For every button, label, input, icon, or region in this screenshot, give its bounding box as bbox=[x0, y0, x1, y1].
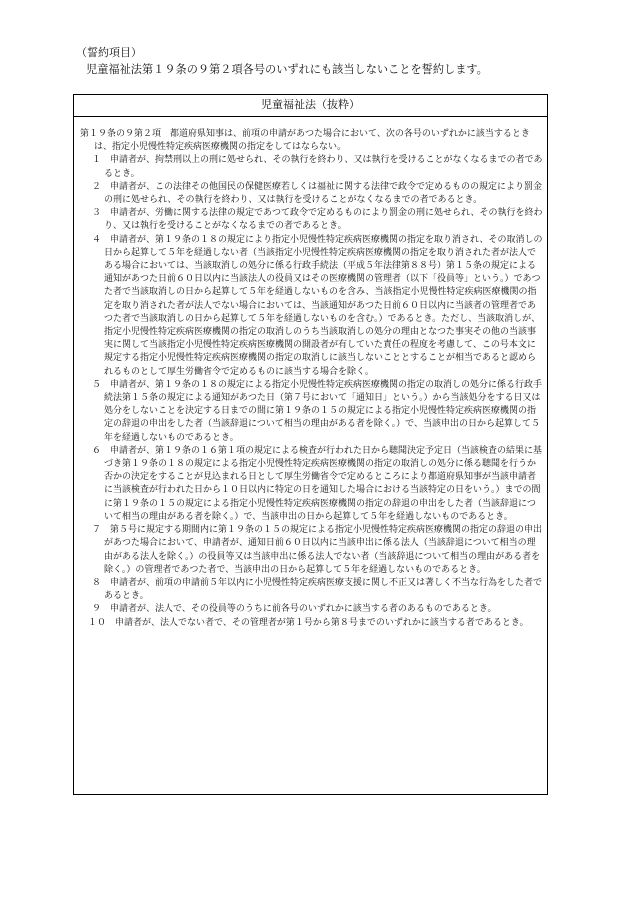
article-item-2: ２ 申請者が、この法律その他国民の保健医療若しくは福祉に関する法律で政令で定めるものの規定により罰金の刑に処せられ、その執行を終わり、又は執行を受けることがなくなるまでの者であるとき。 bbox=[92, 181, 543, 206]
article-item-5: ５ 申請者が、第１９条の１８の規定による指定小児慢性特定疾病医療機関の指定の取消しの処分に係る行政手続法第１５条の規定による通知があつた日（第７号において「通知日」という。）から当該処分をする日又は処分をしないことを決定する日までの間に第１９条の１５の規定による指定小児慢性特定疾病医療機関の指定の辞退の申出をした者（当該辞退について相当の理由がある者を除く。）で、当該申出の日から起算して５年を経過しないものであるとき。 bbox=[92, 379, 543, 443]
article-item-9: ９ 申請者が、法人で、その役員等のうちに前各号のいずれかに該当する者のあるものであるとき。 bbox=[92, 604, 497, 615]
law-excerpt-content bbox=[80, 128, 543, 630]
article-item-8: ８ 申請者が、前項の申請前５年以内に小児慢性特定疾病医療支援に関し不正又は著しく不当な行為をした者であるとき。 bbox=[92, 577, 543, 602]
article-item-4: ４ 申請者が、第１９条の１８の規定により指定小児慢性特定疾病医療機関の指定を取り消され、その取消しの日から起算して５年を経過しない者（当該指定小児慢性特定疾病医療機関の指定を取り消された者が法人である場合においては、当該取消しの処分に係る行政手続法（平成５年法律第８８号）第１５条の規定による通知があつた日前６０日以内に当該法人の役員又はその医療機関の管理者（以下「役員等」という。）であつた者で当該取消しの日から起算して５年を経過しないものを含み、当該指定小児慢性特定疾病医療機関の指定を取り消された者が法人でない場合においては、当該通知があつた日前６０日以内に当該者の管理者であつた者で当該取消しの日から起算して５年を経過しないものを含む。）であるとき。ただし、当該取消しが、指定小児慢性特定疾病医療機関の指定の取消しのうち当該取消しの処分の理由となつた事実その他の当該事実に関して当該指定小児慢性特定疾病医療機関の開設者が有していた責任の程度を考慮して、この号本文に規定する指定小児慢性特定疾病医療機関の指定の取消しに該当しないこととすることが相当であると認められるものとして厚生労働省令で定めるものに該当する場合を除く。 bbox=[92, 234, 543, 377]
pledge-statement: 児童福祉法第１９条の９第２項各号のいずれにも該当しないことを誓約します。 bbox=[86, 63, 488, 76]
pledge-section-heading: （誓約項目） bbox=[76, 46, 142, 59]
article-item-7: ７ 第５号に規定する期間内に第１９条の１５の規定による指定小児慢性特定疾病医療機関の指定の辞退の申出があつた場合において、申請者が、通知日前６０日以内に当該申出に係る法人（当該辞退について相当の理由がある法人を除く。）の役員等又は当該申出に係る法人でない者（当該辞退について相当の理由がある者を除く。）の管理者であつた者で、当該申出の日から起算して５年を経過しないものであるとき。 bbox=[92, 525, 543, 575]
article-item-3: ３ 申請者が、労働に関する法律の規定であつて政令で定めるものにより罰金の刑に処せられ、その執行を終わり、又は執行を受けることがなくなるまでの者であるとき。 bbox=[92, 208, 543, 232]
article-lead: 第１９条の９第２項 都道府県知事は、前項の申請があつた場合において、次の各号のいずれかに該当するときは、指定小児慢性特定疾病医療機関の指定をしてはならない。 bbox=[80, 129, 530, 153]
article-item-10: １０ 申請者が、法人でない者で、その管理者が第１号から第８号までのいずれかに該当する者であるとき。 bbox=[88, 617, 529, 628]
law-excerpt-title: 児童福祉法（抜粋） bbox=[74, 95, 547, 117]
law-excerpt-box bbox=[73, 94, 548, 795]
article-item-1: １ 申請者が、拘禁刑以上の刑に処せられ、その執行を終わり、又は執行を受けることがなくなるまでの者であるとき。 bbox=[92, 155, 543, 179]
article-item-6: ６ 申請者が、第１９条の１６第１項の規定による検査が行われた日から聴聞決定予定日（当該検査の結果に基づき第１９条の１８の規定による指定小児慢性特定疾病医療機関の指定の取消しの処分に係る聴聞を行うか否かの決定をすることが見込まれる日として厚生労働省令で定めるところにより都道府県知事が当該申請者に当該検査が行われた日から１０日以内に特定の日を通知した場合における当該特定の日をいう。）までの間に第１９条の１５の規定による指定小児慢性特定疾病医療機関の指定の辞退の申出をした者（当該辞退について相当の理由がある者を除く。）で、当該申出の日から起算して５年を経過しないものであるとき。 bbox=[92, 445, 543, 522]
